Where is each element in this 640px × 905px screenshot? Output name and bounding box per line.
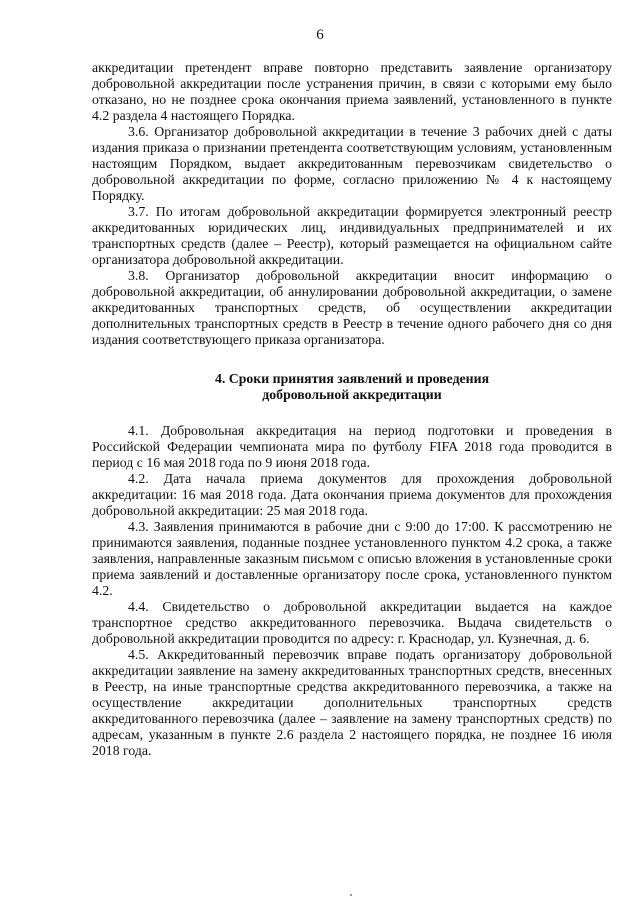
paragraph-continuation: аккредитации претендент вправе повторно представить заявление организатору добровольной аккредитации после устранения причин, в связи с которыми ему было отказано, но не позднее срока окончания приема заявлений, установленного в пункте 4.2 раздела 4 настоящего Порядка.: [92, 60, 612, 123]
scan-speck: [350, 894, 352, 896]
document-body: [92, 60, 612, 759]
paragraph-4-3: 4.3. Заявления принимаются в рабочие дни с 9:00 до 17:00. К рассмотрению не принимаются заявления, поданные позднее установленного пунктом 4.2 срока, а также заявления, направленные заказным письмом с описью вложения в установленные сроки приема заявлений и доставленные организатору после срока, установленного пунктом 4.2.: [92, 519, 612, 598]
paragraph-3-8: 3.8. Организатор добровольной аккредитации вносит информацию о добровольной аккредитации, об аннулировании добровольной аккредитации, о замене аккредитованных транспортных средств, об осуществлении аккредитации дополнительных транспортных средств в Реестр в течение одного рабочего дня со дня издания соответствующего приказа организатора.: [92, 268, 612, 347]
paragraph-4-2: 4.2. Дата начала приема документов для прохождения добровольной аккредитации: 16 мая 2018 года. Дата окончания приема документов для прохождения добровольной аккредитации: 25 мая 2018 года.: [92, 471, 612, 518]
section-4-heading: [92, 371, 612, 403]
paragraph-4-5: 4.5. Аккредитованный перевозчик вправе подать организатору добровольной аккредитации заявление на замену аккредитованных транспортных средств, внесенных в Реестр, на иные транспортные средства аккредитованного перевозчика, а также на осуществление аккредитации дополнительных транспортных средств аккредитованного перевозчика (далее – заявление на замену транспортных средств) по адресам, указанным в пункте 2.6 раздела 2 настоящего порядка, не позднее 16 июля 2018 года.: [92, 647, 612, 758]
section-4-heading-line1: 4. Сроки принятия заявлений и проведения: [214, 371, 490, 386]
paragraph-4-1: 4.1. Добровольная аккредитация на период подготовки и проведения в Российской Федерации чемпионата мира по футболу FIFA 2018 года проводится в период с 16 мая 2018 года по 9 июня 2018 года.: [92, 423, 612, 470]
paragraph-4-4: 4.4. Свидетельство о добровольной аккредитации выдается на каждое транспортное средство аккредитованного перевозчика. Выдача свидетельств о добровольной аккредитации проводится по адресу: г. Краснодар, ул. Кузнечная, д. 6.: [92, 599, 612, 646]
section-4-heading-line2: добровольной аккредитации: [262, 387, 442, 402]
page-number: 6: [316, 27, 324, 43]
paragraph-3-7: 3.7. По итогам добровольной аккредитации формируется электронный реестр аккредитованных юридических лиц, индивидуальных предпринимателей и их транспортных средств (далее – Реестр), который размещается на официальном сайте организатора добровольной аккредитации.: [92, 204, 612, 267]
paragraph-3-6: 3.6. Организатор добровольной аккредитации в течение 3 рабочих дней с даты издания приказа о признании претендента соответствующим условиям, установленным настоящим Порядком, выдает аккредитованным перевозчикам свидетельство о добровольной аккредитации по форме, согласно приложению № 4 к настоящему Порядку.: [92, 124, 612, 203]
